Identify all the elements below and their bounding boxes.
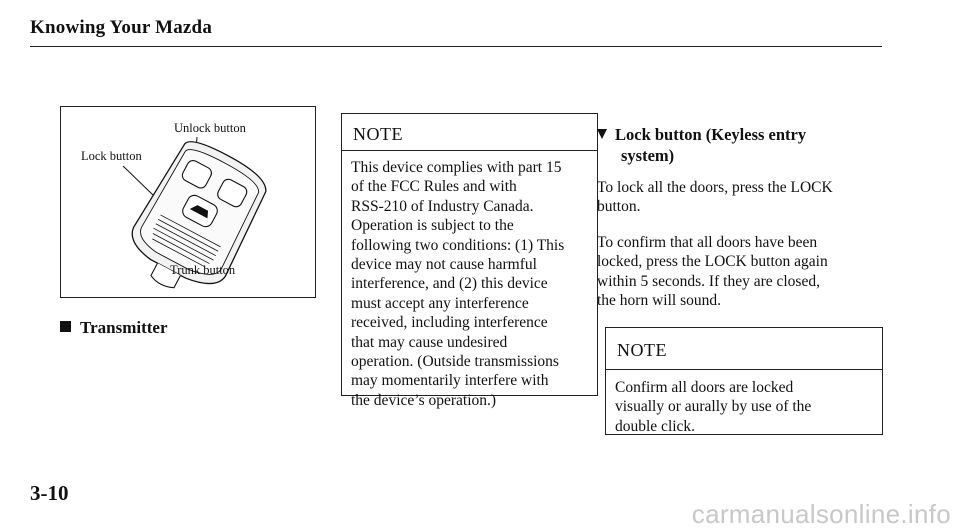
page-header-title: Knowing Your Mazda [30,17,213,38]
unlock-button-label: Unlock button [174,121,246,135]
section-heading [597,124,887,166]
trunk-button-label: Trunk button [170,263,236,277]
confirm-lock-paragraph [597,233,887,311]
note-line: the device’s operation.) [351,391,497,409]
transmitter-figure [60,106,316,298]
triangle-down-icon [597,129,607,139]
lock-instructions-paragraph [597,178,887,217]
paragraph-line: the horn will sound. [597,292,721,310]
note-line: visually or aurally by use of the [615,398,812,416]
note-line: that may cause undesired [351,333,508,351]
note-line: may momentarily interfere with [351,372,549,390]
note-body [342,151,597,410]
note-line: double click. [615,417,696,435]
lock-button-label: Lock button [81,149,142,163]
page-number: 3-10 [30,481,69,505]
note-line: of the FCC Rules and with [351,178,517,196]
note-title: NOTE [342,114,597,151]
paragraph-line: To lock all the doors, press the LOCK [597,179,833,196]
note-line: received, including interference [351,314,548,332]
note-line: must accept any interference [351,294,529,312]
note-title: NOTE [606,328,882,370]
section-heading-line2: system) [621,146,675,165]
paragraph-line: To confirm that all doors have been [597,234,818,251]
confirm-note-box [605,327,883,435]
note-line: device may not cause harmful [351,256,537,274]
paragraph-line: locked, press the LOCK button again [597,253,828,271]
note-line: operation. (Outside transmissions [351,353,559,371]
watermark-text: carmanualsonline.info [691,499,951,529]
note-line: This device complies with part 15 [351,159,562,176]
note-line: RSS-210 of Industry Canada. [351,197,534,215]
square-bullet-icon [60,321,71,332]
note-body [606,370,882,436]
figure-caption-text: Transmitter [80,318,168,337]
header-rule [30,46,882,47]
figure-caption [60,318,168,338]
section-heading-line1: Lock button (Keyless entry [615,125,807,144]
fcc-note-box [341,113,598,409]
note-line: interference, and (2) this device [351,275,548,293]
note-line: Operation is subject to the [351,217,514,235]
paragraph-line: within 5 seconds. If they are closed, [597,272,820,290]
paragraph-line: button. [597,198,641,216]
note-line: following two conditions: (1) This [351,236,565,254]
note-line: Confirm all doors are locked [615,379,794,396]
